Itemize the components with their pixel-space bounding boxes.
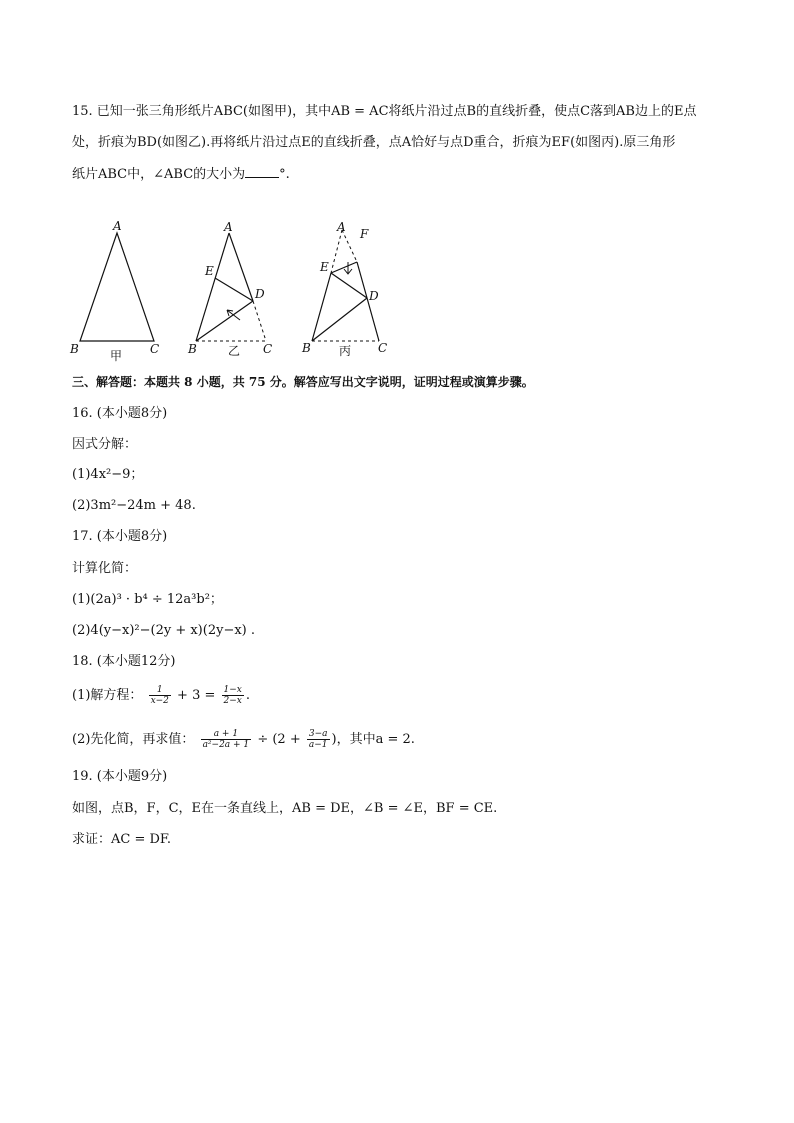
fraction-numerator: a + 1 [201,729,252,740]
q15-line-3-end: °. [279,167,290,182]
q16-instruction: 因式分解： [72,437,138,452]
figure-yi [187,220,272,358]
fig1-caption: 甲 [110,349,123,363]
figure-bing [301,220,387,358]
q17-p2-label: (2) [72,623,91,638]
q18-p2-mid: ÷ (2 + [257,732,301,747]
fig3-label-c: C [378,341,388,355]
fig3-label-e: E [320,260,329,274]
fig1-label-c: C [150,342,160,356]
fig1-label-a: A [113,219,122,233]
fraction-denominator: a−1 [308,740,328,750]
fig3-caption: 丙 [339,344,352,358]
q18-p2-fraction-2 [307,729,330,750]
q18-p2-end: )，其中a = 2. [331,732,415,747]
fig1-label-b: B [70,342,79,356]
q18-part-1 [72,683,250,709]
q16-part-2 [72,497,196,515]
q16-p2-expr: 3m²−24m + 48. [90,498,196,513]
q17-p1-expr: (2a)³ · b⁴ ÷ 12a³b²； [90,592,223,607]
figure-jia [69,219,159,363]
fraction-numerator: 1−x [223,685,242,695]
q16-p2-label: (2) [72,498,91,513]
fraction-numerator: 3−a [308,729,328,739]
answer-blank [245,165,279,178]
q18-p1-mid: + 3 = [177,688,216,703]
q15-line-3 [72,165,290,184]
q19-header: 19. (本小题9分) [72,769,168,784]
q18-p1-fraction-1 [149,685,171,706]
fig3-label-f: F [360,227,369,241]
q18-header: 18. (本小题12分) [72,654,176,669]
q17-p1-label: (1) [72,592,91,607]
q17-header: 17. (本小题8分) [72,529,168,544]
q18-p1-fraction-2 [222,685,244,706]
fig2-label-c: C [263,342,273,356]
q16-header: 16. (本小题8分) [72,406,168,421]
fig2-label-b: B [188,342,197,356]
fig3-label-d: D [369,289,379,303]
q19-line-1: 如图，点B，F，C，E在一条直线上，AB = DE，∠B = ∠E，BF = CE. [72,801,498,816]
fig2-caption: 乙 [228,344,241,358]
triangle-figures [0,218,794,368]
fraction-denominator: x−2 [150,696,169,706]
q18-p1-label: (1)解方程： [72,688,143,703]
q18-p1-end: . [245,688,250,703]
section-3-heading: 三、解答题：本题共 8 小题，共 75 分。解答应写出文字说明，证明过程或演算步骤。 [72,375,534,389]
fig3-label-a: A [337,220,346,234]
q17-part-1 [72,591,223,609]
fig2-label-d: D [255,287,265,301]
triangle-abc-jia [80,233,154,341]
fraction-denominator: a²−2a + 1 [202,740,250,750]
fraction-numerator: 1 [149,685,171,696]
q16-p1-expr: 4x²−9； [90,467,144,482]
fold-arrow-icon [344,262,352,274]
fig2-label-e: E [205,264,214,278]
q17-part-2 [72,622,255,640]
q19-line-2: 求证：AC = DF. [72,832,172,847]
q18-p2-label: (2)先化简，再求值： [72,732,195,747]
q15-line-2: 处，折痕为BD(如图乙).再将纸片沿过点E的直线折叠，点A恰好与点D重合，折痕为EF(如图丙).原三角形 [72,135,676,150]
q17-p2-expr: 4(y−x)²−(2y + x)(2y−x) . [90,623,256,638]
q17-instruction: 计算化简： [72,561,138,576]
q15-line-1: 15. 已知一张三角形纸片ABC(如图甲)，其中AB = AC将纸片沿过点B的直线折叠，使点C落到AB边上的E点 [72,104,697,119]
q16-p1-label: (1) [72,467,91,482]
q18-p2-fraction-1 [201,729,252,750]
q15-line-3-text: 纸片ABC中，∠ABC的大小为 [72,167,246,182]
fig2-label-a: A [224,220,233,234]
q18-part-2 [72,727,415,753]
fraction-denominator: 2−x [223,696,242,706]
q16-part-1 [72,466,143,484]
fig3-label-b: B [302,341,311,355]
